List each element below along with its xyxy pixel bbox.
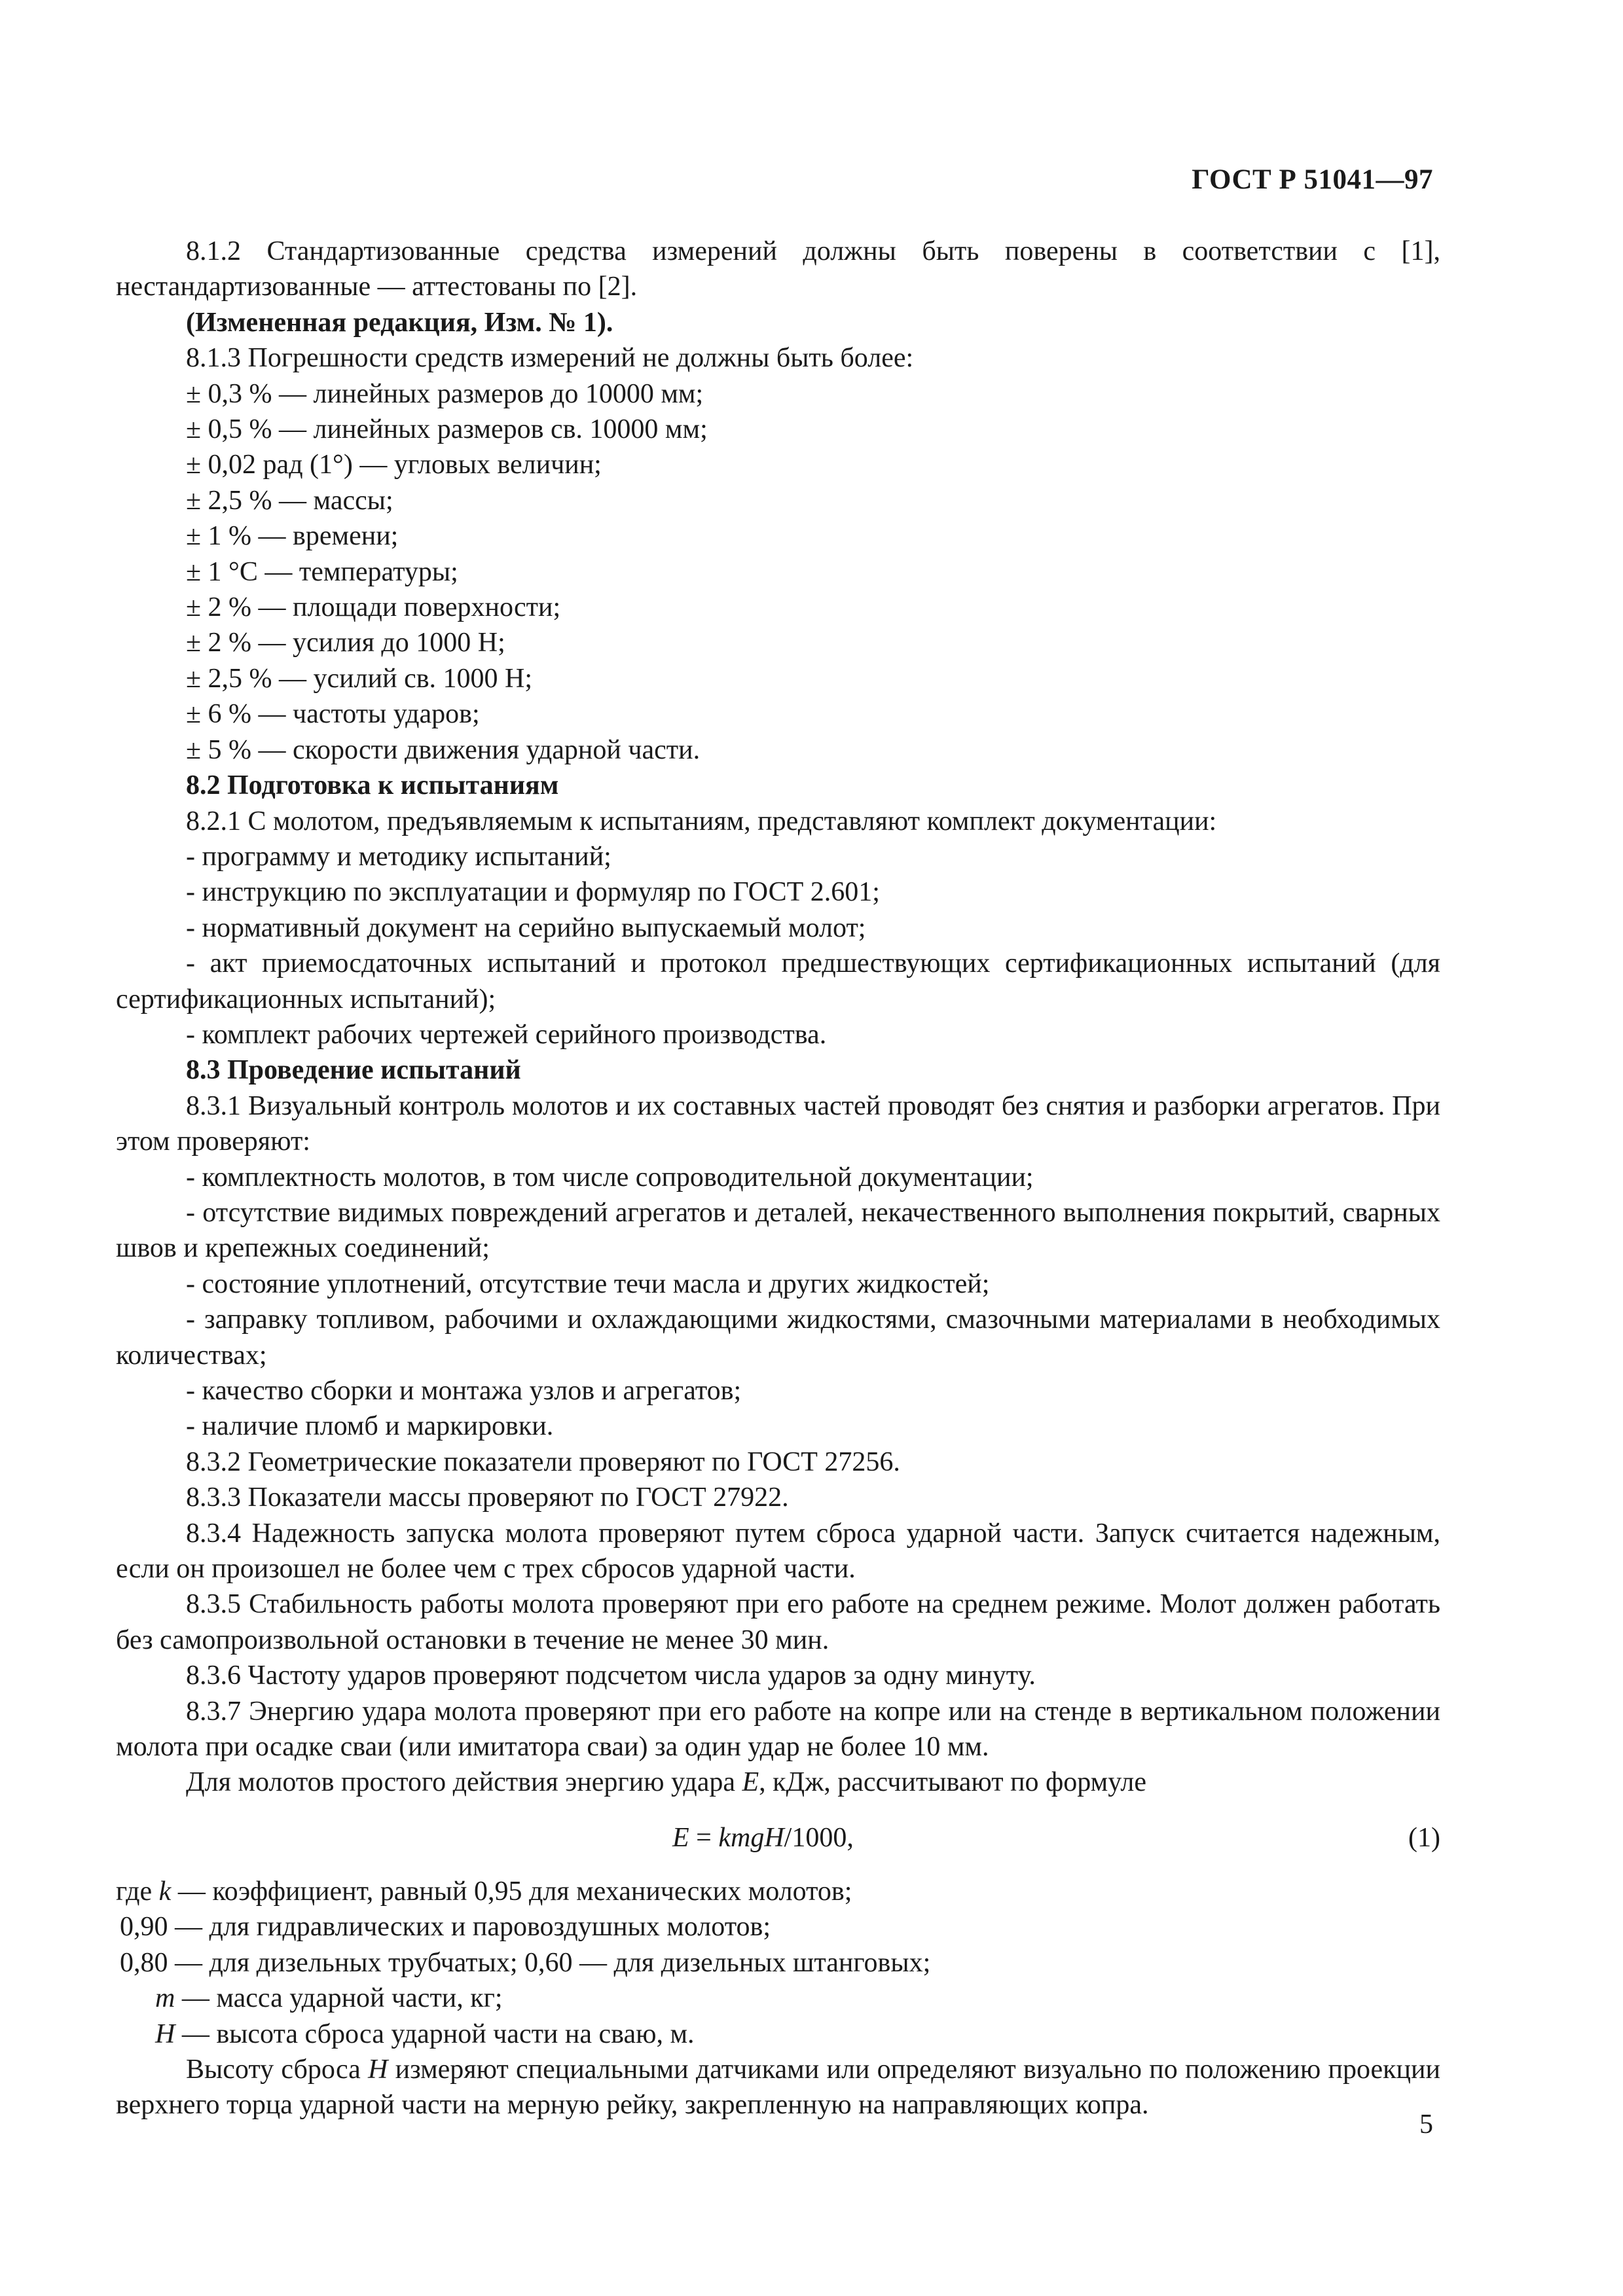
formula-rhs: kmgH — [718, 1822, 784, 1853]
document-header: ГОСТ Р 51041—97 — [1192, 164, 1433, 195]
check-item: - заправку топливом, рабочими и охлаждающими жидкостями, смазочными материалами в необходимых количествах; — [116, 1304, 1440, 1371]
where-text: — коэффициент, равный 0,95 для механических молотов; — [171, 1876, 852, 1907]
coefficient-line: 0,80 — для дизельных трубчатых; 0,60 — для дизельных штанговых; — [120, 1947, 931, 1978]
height-text: Высоту сброса — [186, 2054, 368, 2085]
tolerance-item: ± 2,5 % — усилий св. 1000 Н; — [186, 663, 533, 694]
formula-expression — [672, 1820, 854, 1856]
tolerance-item: ± 1 % — времени; — [186, 521, 399, 552]
documentation-item: - акт приемосдаточных испытаний и протокол предшествующих сертификационных испытаний (для сертификационных испытаний); — [116, 948, 1440, 1014]
tolerance-item: ± 6 % — частоты ударов; — [186, 699, 480, 730]
tolerance-item: ± 2 % — усилия до 1000 Н; — [186, 628, 505, 658]
formula-1 — [116, 1803, 1440, 1874]
paragraph-8-3-5: 8.3.5 Стабильность работы молота проверяют при его работе на среднем режиме. Молот должен работать без самопроизвольной остановки в течение не менее 30 мин. — [116, 1589, 1440, 1655]
section-heading-8-2: 8.2 Подготовка к испытаниям — [186, 770, 559, 801]
formula-lhs: Е — [672, 1822, 689, 1853]
tolerance-item: ± 1 °С — температуры; — [186, 556, 458, 587]
h-definition: — высота сброса ударной части на сваю, м. — [175, 2018, 695, 2049]
documentation-item: - комплект рабочих чертежей серийного производства. — [186, 1019, 827, 1050]
height-paragraph — [116, 2052, 1440, 2123]
where-clause — [116, 1874, 1440, 1909]
paragraph-8-3-1: 8.3.1 Визуальный контроль молотов и их составных частей проводят без снятия и разборки агрегатов. При этом проверяют: — [116, 1090, 1440, 1157]
coefficient-line: 0,90 — для гидравлических и паровоздушных молотов; — [120, 1912, 771, 1943]
documentation-item: - нормативный документ на серийно выпускаемый молот; — [186, 912, 866, 943]
variable-definition — [116, 1981, 1440, 2016]
tolerance-item: ± 0,5 % — линейных размеров св. 10000 мм; — [186, 414, 708, 445]
energy-symbol: Е — [742, 1767, 759, 1798]
amendment-note: (Измененная редакция, Изм. № 1). — [186, 307, 613, 338]
tolerance-item: ± 0,02 рад (1°) — угловых величин; — [186, 450, 602, 480]
check-item: - состояние уплотнений, отсутствие течи масла и других жидкостей; — [186, 1268, 990, 1299]
variable-definition — [116, 2017, 1440, 2052]
m-symbol: m — [155, 1983, 175, 2014]
energy-intro — [116, 1765, 1440, 1800]
check-item: - комплектность молотов, в том числе сопроводительной документации; — [186, 1162, 1034, 1193]
where-text: где — [116, 1876, 159, 1907]
tolerance-item: ± 2,5 % — массы; — [186, 485, 393, 516]
documentation-item: - инструкцию по эксплуатации и формуляр по ГОСТ 2.601; — [186, 877, 880, 908]
check-item: - отсутствие видимых повреждений агрегатов и деталей, некачественного выполнения покрытий, сварных швов и крепежных соединений; — [116, 1197, 1440, 1264]
tolerance-item: ± 5 % — скорости движения ударной части. — [186, 734, 701, 765]
h-symbol: Н — [368, 2054, 388, 2085]
section-heading-8-3: 8.3 Проведение испытаний — [186, 1055, 521, 1086]
check-item: - качество сборки и монтажа узлов и агрегатов; — [186, 1376, 742, 1406]
paragraph-8-3-4: 8.3.4 Надежность запуска молота проверяют путем сброса ударной части. Запуск считается надежным, если он произошел не более чем с трех сбросов ударной части. — [116, 1518, 1440, 1585]
page-number: 5 — [1419, 2109, 1433, 2140]
energy-intro-text: Для молотов простого действия энергию удара — [186, 1767, 742, 1798]
k-symbol: k — [158, 1876, 172, 1907]
paragraph-8-1-2: 8.1.2 Стандартизованные средства измерений должны быть поверены в соответствии с [1], нестандартизованные — аттестованы по [2]. — [116, 236, 1440, 302]
documentation-item: - программу и методику испытаний; — [186, 841, 611, 872]
paragraph-8-3-2: 8.3.2 Геометрические показатели проверяют по ГОСТ 27256. — [186, 1446, 900, 1477]
energy-intro-text: , кДж, рассчитывают по формуле — [759, 1767, 1146, 1798]
paragraph-8-2-1: 8.2.1 С молотом, предъявляемым к испытаниям, представляют комплект документации: — [186, 806, 1217, 836]
m-definition: — масса ударной части, кг; — [175, 1983, 503, 2014]
formula-number: (1) — [1408, 1822, 1440, 1853]
paragraph-8-3-6: 8.3.6 Частоту ударов проверяют подсчетом числа ударов за одну минуту. — [186, 1660, 1036, 1691]
paragraph-8-3-7: 8.3.7 Энергию удара молота проверяют при его работе на копре или на стенде в вертикальном положении молота при осадке сваи (или имитатора сваи) за один удар не более 10 мм. — [116, 1696, 1440, 1763]
formula-equals: = — [689, 1822, 719, 1853]
h-symbol: Н — [155, 2018, 175, 2049]
formula-divisor: /1000, — [784, 1822, 854, 1853]
tolerance-item: ± 0,3 % — линейных размеров до 10000 мм; — [186, 378, 704, 409]
paragraph-8-3-3: 8.3.3 Показатели массы проверяют по ГОСТ 27922. — [186, 1482, 789, 1513]
height-text: измеряют специальными датчиками или определяют визуально по положению проекции верхнего торца ударной части на мерную рейку, закрепленную на направляющих копра. — [116, 2054, 1440, 2121]
tolerance-item: ± 2 % — площади поверхности; — [186, 592, 561, 623]
document-body — [116, 234, 1440, 2123]
paragraph-8-1-3: 8.1.3 Погрешности средств измерений не должны быть более: — [186, 343, 914, 374]
check-item: - наличие пломб и маркировки. — [186, 1411, 554, 1442]
